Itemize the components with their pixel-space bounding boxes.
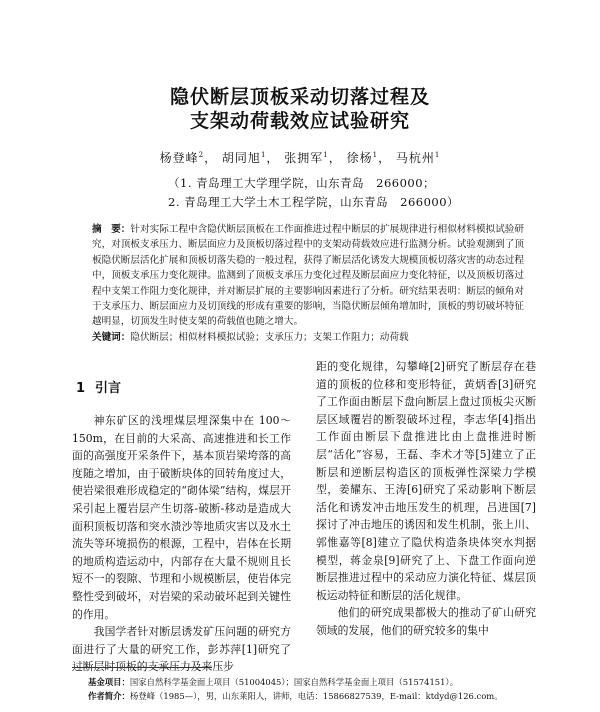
author-bio-text: 杨登峰（1985—），男，山东莱阳人，讲师，电话：15866827539，E-mail：ktdyd@126.com。 (129, 691, 503, 701)
footnote-funding (88, 676, 548, 688)
author: 杨登峰$^2$， (159, 151, 218, 165)
paragraph: 我国学者针对断层诱发矿压问题的研究方面进行了大量的研究工作，彭苏萍[1]研究了过断层时顶板的支承压力及来压步 (72, 625, 291, 674)
footnote-author-bio (88, 690, 548, 702)
paragraph: 他们的研究成果都极大的推动了矿山研究领域的发展，他们的研究较多的集中 (316, 606, 536, 637)
paragraph: 神东矿区的浅埋煤层埋深集中在 100～150m，在目前的大采高、高速推进和长工作面的高强度开采条件下，基本顶岩梁垮落的高度随之增加，由于破断块体的回转角度过大，使岩梁很难形成稳定的“砌体梁”结构，煤层开采引起上覆岩层产生切落-破断-移动是造成大面积顶板切落和突水溃沙等地质灾害以及水土流失等环境损伤的根源，工程中，岩体在长期的地质构造运动中，内部存在大量不规则且长短不一的裂隙、节理和小规模断层，使岩体完整性受到破坏，对岩梁的采动破坏起到关键性的作用。 (72, 414, 291, 621)
section-heading (76, 377, 131, 396)
funding-text: 国家自然科学基金面上项目（51004045）；国家自然科学基金面上项目（51574151）。 (129, 677, 458, 687)
paper-title-line-2: 支架动荷载效应试验研究 (189, 110, 410, 132)
funding-label: 基金项目： (88, 677, 130, 687)
abstract-text: 针对实际工程中含隐伏断层顶板在工作面推进过程中断层的扩展规律进行相似材料模拟试验研究，对顶板支承压力、断层面应力及顶板切落过程中的支架动荷载效应进行监测分析。试验观测到了顶板隐伏断层活化扩展和顶板切落失稳的一般过程，获得了断层活化诱发大规模顶板切落灾害的动态过程中，顶板支承压力变化规律。监测到了顶板支承压力变化过程及断层面应力变化特征，以及顶板切落过程中支架工作阻力变化规律，并对断层扩展的主要影响因素进行了分析。研究结果表明：断层的倾角对于支承压力、断层面应力及切顶线的形成有重要的影响，当隐伏断层倾角增加时，顶板的剪切破坏特征越明显，切顶发生时使支架的荷载值也随之增大。 (92, 224, 525, 328)
abstract-label: 摘 要： (92, 224, 131, 235)
keywords-label: 关键词： (92, 331, 131, 343)
keywords-text: 隐伏断层；相似材料模拟试验；支承压力；支架工作阻力；动荷载 (130, 331, 409, 343)
affiliation-2: 2. 青岛理工大学土木工程学院，山东青岛 266000） (168, 195, 460, 209)
paper-title-line-1: 隐伏断层顶板采动切落过程及 (169, 86, 430, 108)
author: 徐杨$^1$， (346, 151, 392, 165)
author-bio-label: 作者简介： (88, 691, 130, 701)
footnote-rule (72, 667, 212, 668)
abstract (92, 222, 524, 345)
section-number: 1 (76, 381, 86, 396)
author-list (0, 149, 600, 166)
paragraph: 距的变化规律，勾攀峰[2]研究了断层存在巷道的顶板的位移和变形特征，黄炳香[3]研究了工作面由断层下盘向断层上盘过顶板尖灭断层区域覆岩的断裂破坏过程，李志华[4]指出工作面由断层下盘推进比由上盘推进时断层“活化”容易，王磊、李术才等[5]建立了正断层和逆断层构造区的顶板弹性深梁力学模型，姜耀东、王涛[6]研究了采动影响下断层活化和诱发冲击地压发生的机理，吕进国[7]探讨了冲击地压的诱因和发生机制，张上川、郭惟嘉等[8]建立了隐伏构造条块体突水判据模型，蒋金泉[9]研究了上、下盘工作面向逆断层推进过程中的采动应力演化特征、煤层顶板运动特征和断层的活化规律。 (316, 360, 536, 602)
author: 张拥军$^1$， (284, 151, 342, 165)
left-column (72, 412, 291, 676)
section-title: 引言 (95, 381, 122, 396)
affiliation-1: （1. 青岛理工大学理学院，山东青岛 266000； (168, 176, 436, 190)
author: 胡同旭$^1$， (221, 151, 280, 165)
author: 马杭州$^1$ (395, 151, 441, 165)
right-column (316, 358, 536, 640)
